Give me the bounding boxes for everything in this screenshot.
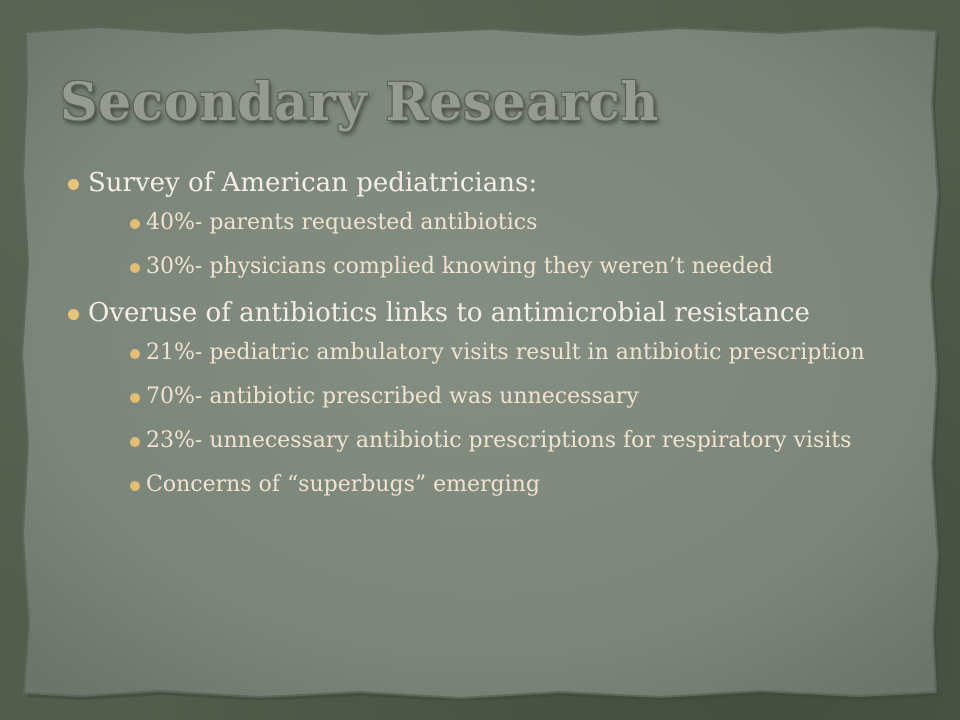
sub-bullet <box>108 382 916 412</box>
sub-bullet-text: 70%- antibiotic prescribed was unnecessary <box>146 384 639 409</box>
bullet-overuse <box>68 296 916 500</box>
sub-bullet-text: Concerns of “superbugs” emerging <box>146 472 540 497</box>
bullet-list <box>68 166 916 514</box>
sub-bullet <box>108 426 916 456</box>
sub-bullet <box>108 338 916 368</box>
sub-bullet-dot-icon <box>130 349 140 359</box>
sub-bullet-dot-icon <box>130 481 140 491</box>
sub-bullet <box>108 252 916 282</box>
sub-bullet-list <box>88 208 916 282</box>
sub-bullet <box>108 470 916 500</box>
sub-bullet-dot-icon <box>130 263 140 273</box>
sub-bullet-text: 23%- unnecessary antibiotic prescriptions for respiratory visits <box>146 428 852 453</box>
sub-bullet-text: 30%- physicians complied knowing they weren’t needed <box>146 254 774 279</box>
bullet-dot-icon <box>68 179 79 190</box>
sub-bullet-dot-icon <box>130 219 140 229</box>
sub-bullet-list <box>88 338 916 500</box>
sub-bullet-text: 21%- pediatric ambulatory visits result in antibiotic prescription <box>146 340 865 365</box>
sub-bullet-dot-icon <box>130 393 140 403</box>
bullet-text: Overuse of antibiotics links to antimicrobial resistance <box>88 298 810 328</box>
sub-bullet-dot-icon <box>130 437 140 447</box>
bullet-dot-icon <box>68 309 79 320</box>
bullet-text: Survey of American pediatricians: <box>88 168 538 198</box>
slide-title: Secondary Research <box>60 72 659 133</box>
sub-bullet <box>108 208 916 238</box>
sub-bullet-text: 40%- parents requested antibiotics <box>146 210 538 235</box>
bullet-survey <box>68 166 916 282</box>
